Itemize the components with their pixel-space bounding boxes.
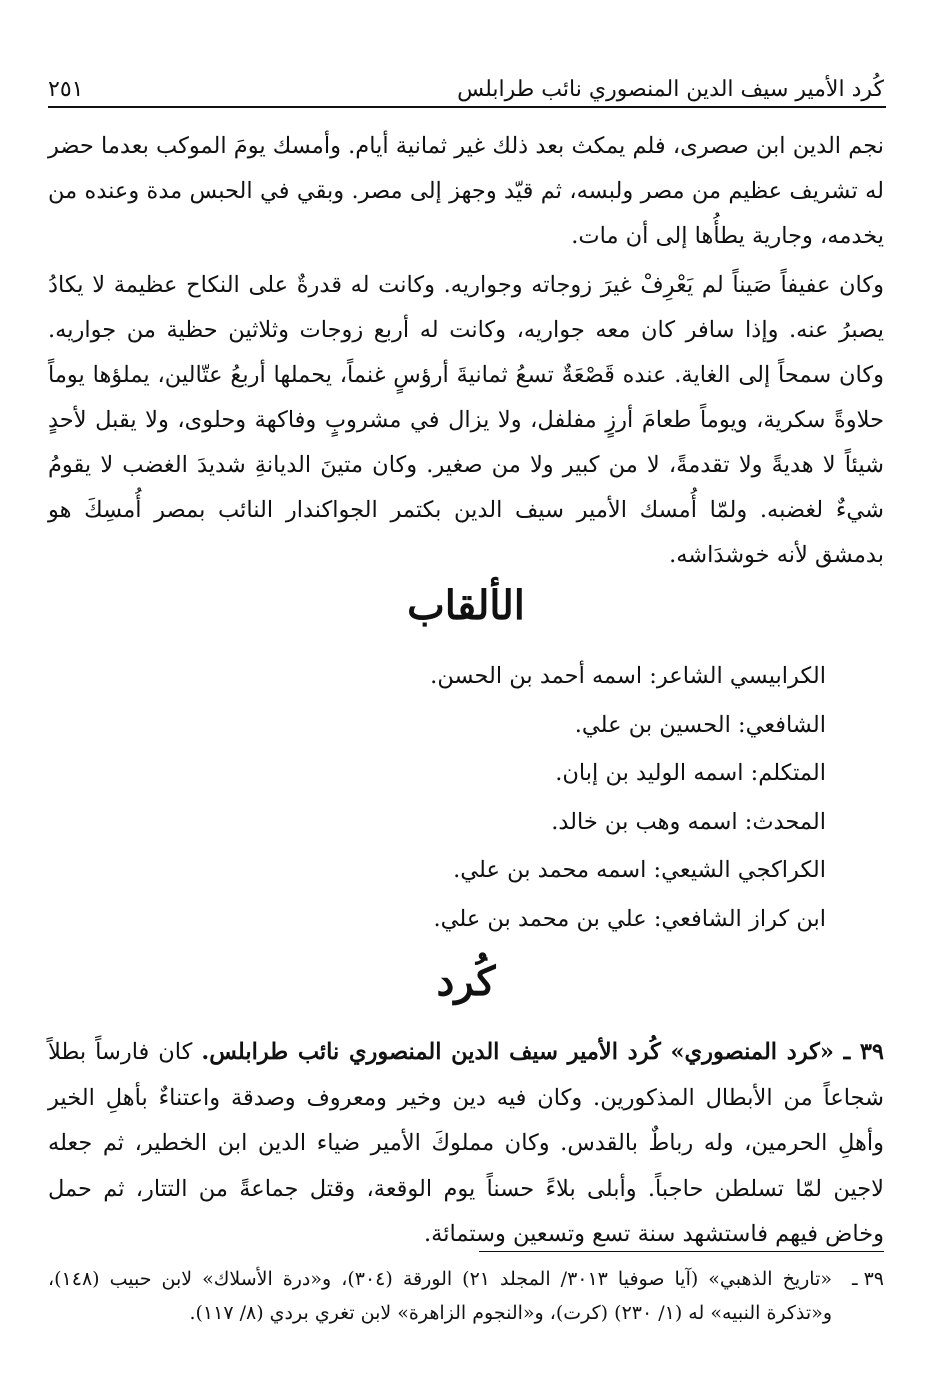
running-title: كُرد الأمير سيف الدين المنصوري نائب طرابلس	[457, 77, 884, 102]
footnote-number: ٣٩ ـ	[851, 1268, 884, 1290]
list-item: الكرابيسي الشاعر: اسمه أحمد بن الحسن.	[430, 663, 826, 689]
page-number: ٢٥١	[48, 77, 84, 102]
header-rule	[48, 106, 886, 108]
entry-text: كان فارساً بطلاً شجاعاً من الأبطال المذكورين. وكان فيه دين وخير ومعروف وصدقة واعتناءٌ بأهلِ الخير وأهلِ الحرمين، وله رباطٌ بالقدس. وكان مملوكَ الأمير ضياء الدين ابن الخطير، ثم جعله لاجين لمّا تسلطن حاجباً. وأبلى بلاءً حسناً يوم الوقعة، وقتل جماعةً من التتار، ثم حمل وخاض فيهم فاستشهد سنة تسع وتسعين وستمائة.	[48, 1039, 884, 1247]
list-item: الكراكجي الشيعي: اسمه محمد بن علي.	[453, 857, 826, 883]
list-item: المحدث: اسمه وهب بن خالد.	[551, 808, 826, 835]
list-item: المتكلم: اسمه الوليد بن إبان.	[555, 760, 826, 786]
paragraph: نجم الدين ابن صصرى، فلم يمكث بعد ذلك غير ثمانية أيام. وأمسك يومَ الموكب بعدما حضر له تشريف عظيم من مصر ولبسه، ثم قيّد وجهز إلى مصر. وبقي في الحبس مدة وعنده من يخدمه، وجارية يطأُها إلى أن مات.	[48, 133, 884, 249]
entry-heading: ٣٩ ـ «كرد المنصوري» كُرد الأمير سيف الدين المنصوري نائب طرابلس.	[201, 1039, 884, 1065]
paragraph: وكان عفيفاً صَيناً لم يَعْرِفْ غيرَ زوجاته وجواريه. وكانت له قدرةٌ على النكاح عظيمة لا يكادُ يصبرُ عنه. وإذا سافر كان معه جواريه، وكانت له أربع زوجات وثلاثين حظية من جواريه. وكان سمحاً إلى الغاية. عنده قَصْعَةٌ تسعُ ثمانيةَ أرؤسٍ غنماً، يحملها أربعُ عتّالين، يملؤها يوماً حلاوةً سكرية، ويوماً طعامَ أرزٍ مفلفل، ولا يزال في مشروبٍ وفاكهة وحلوى، ولا يقبل لأحدٍ شيئاً لا هديةً ولا تقدمةً، لا من كبير ولا من صغير. وكان متينَ الديانةِ شديدَ الغضب لا يقومُ شيءٌ لغضبه. ولمّا أُمسك الأمير سيف الدين بكتمر الجواكندار النائب بمصر أُمسِكَ هو بدمشق لأنه خوشدَاشه.	[48, 272, 884, 568]
list-item: ابن كراز الشافعي: علي بن محمد بن علي.	[433, 905, 826, 932]
entry-paragraph	[48, 1030, 884, 1258]
biography-entry	[48, 1030, 884, 1258]
page-header	[48, 62, 884, 102]
section-title-kurd: كُرد	[436, 958, 496, 1005]
list-item: الشافعي: الحسين بن علي.	[574, 711, 826, 738]
section-title-alqab: الألقاب	[407, 582, 525, 629]
footnote-text: «تاريخ الذهبي» (آيا صوفيا ٣٠١٣/ المجلد ٢١) الورقة (٣٠٤)، و«درة الأسلاك» لابن حبيب (١٤٨)، و«تذكرة النبيه» له (١/ ٢٣٠) (كرت)، و«النجوم الزاهرة» لابن تغري بردي (٨/ ١١٧).	[48, 1268, 832, 1324]
footnote-rule	[479, 1251, 884, 1252]
body-text	[48, 124, 884, 578]
alqab-list	[60, 652, 826, 943]
footnote	[48, 1262, 884, 1330]
